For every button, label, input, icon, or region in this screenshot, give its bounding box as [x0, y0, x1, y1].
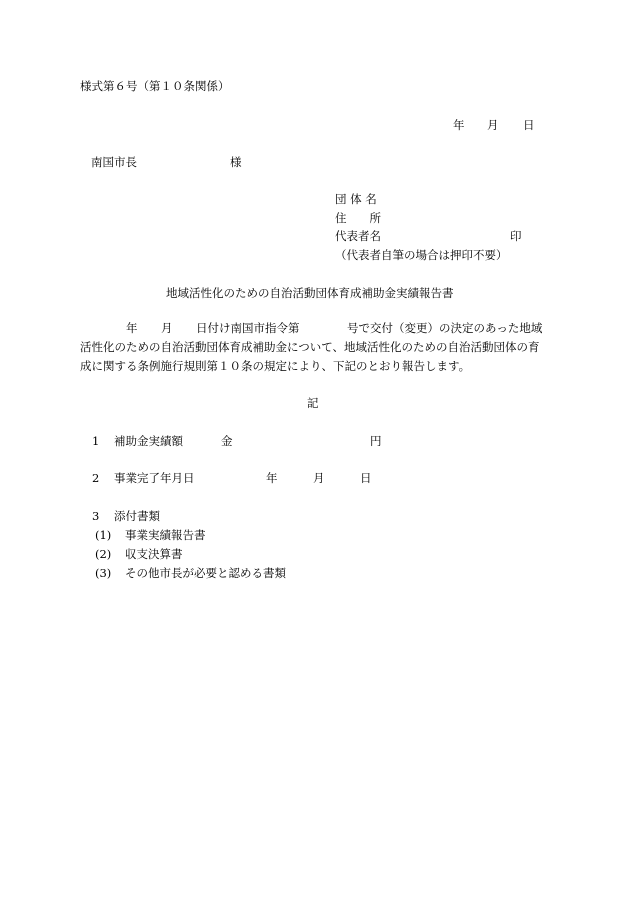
group-name-label: 団 体 名 — [335, 192, 377, 206]
representative-label: 代表者名 — [335, 229, 381, 243]
body-line3: 成に関する条例施行規則第１０条の規定により、下記のとおり報告します。 — [80, 359, 471, 373]
item-1-number: 1 — [92, 434, 100, 448]
attachment-2-number: (2) — [95, 547, 112, 561]
attachment-3-number: (3) — [95, 566, 112, 580]
body-line1-year: 年 — [126, 321, 138, 335]
date-year: 年 — [453, 118, 465, 132]
attachment-1-text: 事業実績報告書 — [125, 528, 206, 542]
body-line1-month: 月 — [161, 321, 173, 335]
address-label: 住 所 — [335, 211, 381, 225]
item-2-number: 2 — [92, 471, 100, 485]
document-title: 地域活性化のための自治活動団体育成補助金実績報告書 — [166, 286, 454, 300]
item-3-number: 3 — [92, 509, 100, 523]
body-line1-end: 号で交付（変更）の決定のあった地域 — [347, 321, 543, 335]
body-line2: 活性化のための自治活動団体育成補助金について、地域活性化のための自治活動団体の育 — [80, 340, 540, 354]
ki-heading: 記 — [307, 396, 319, 410]
item-2-month: 月 — [313, 471, 325, 485]
item-2-label: 事業完了年月日 — [114, 471, 195, 485]
item-1-yen: 円 — [370, 434, 382, 448]
item-3-label: 添付書類 — [114, 509, 160, 523]
attachment-2-text: 収支決算書 — [125, 547, 183, 561]
item-1-label: 補助金実績額 — [114, 434, 183, 448]
date-day: 日 — [523, 118, 535, 132]
date-month: 月 — [487, 118, 499, 132]
item-2-day: 日 — [360, 471, 372, 485]
attachment-1-number: (1) — [95, 528, 112, 542]
body-line1-mid: 日付け南国市指令第 — [196, 321, 300, 335]
addressee-name: 南国市長 — [91, 155, 137, 169]
addressee-honorific: 様 — [230, 155, 242, 169]
seal-note: （代表者自筆の場合は押印不要） — [335, 248, 508, 262]
attachment-3-text: その他市長が必要と認める書類 — [125, 566, 286, 580]
item-1-kin: 金 — [221, 434, 233, 448]
item-2-year: 年 — [266, 471, 278, 485]
seal-mark: 印 — [510, 229, 522, 243]
form-label: 様式第６号（第１０条関係） — [80, 79, 230, 93]
